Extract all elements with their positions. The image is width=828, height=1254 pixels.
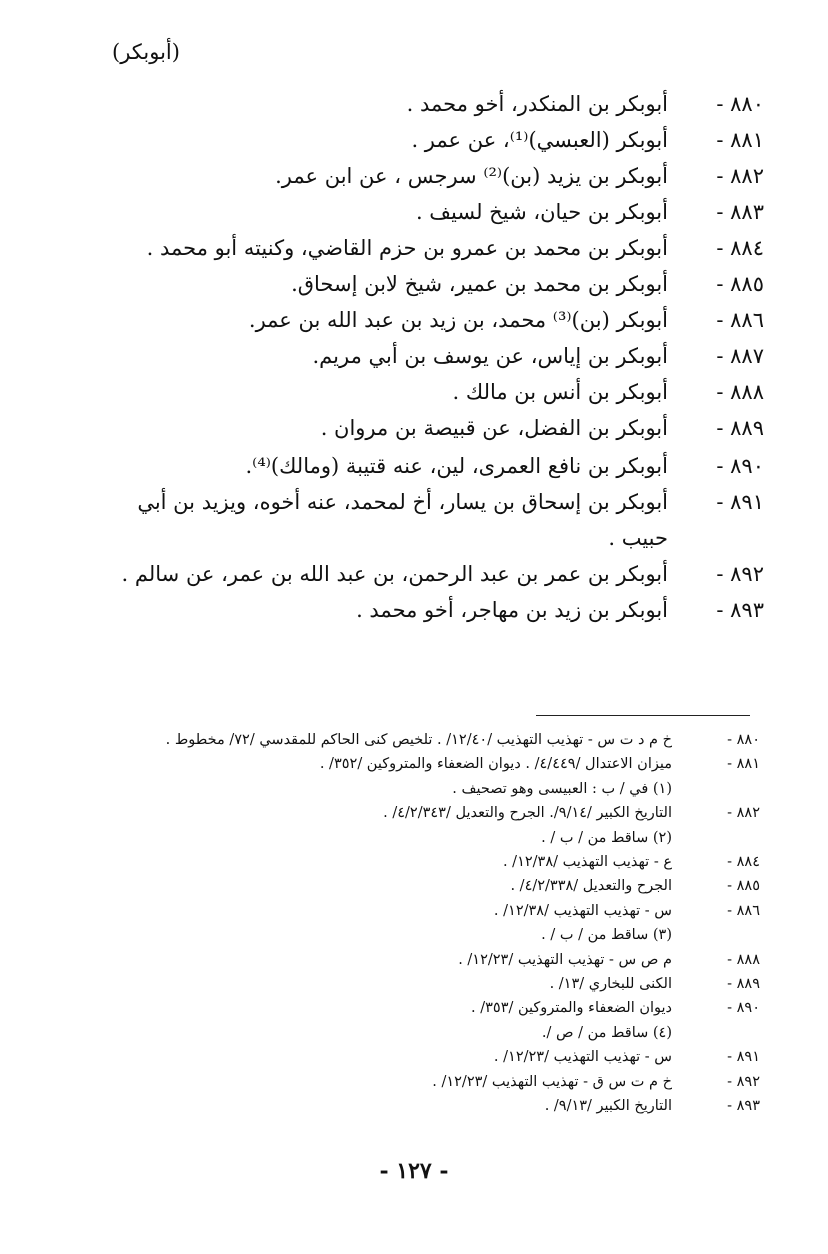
footnote-text: (٢) ساقط من / ب / . xyxy=(541,829,672,846)
entry-text: أبوبكر بن إسحاق بن يسار، أخ لمحمد، عنه أخوه، ويزيد بن أبي حبيب . xyxy=(137,490,668,550)
footnote-number: ٨٩٣ - xyxy=(727,1098,760,1115)
entry-text: أبوبكر بن محمد بن عمرو بن حزم القاضي، وكنيته أبو محمد . xyxy=(146,236,668,260)
entry xyxy=(100,592,764,628)
footnote-number: ٨٨٢ - xyxy=(727,805,760,822)
entry-text: أبوبكر بن نافع العمرى، لين، عنه قتيبة (ومالك)⁽⁴⁾. xyxy=(245,454,668,478)
footnote xyxy=(120,874,760,898)
entry-number: ٨٨٨ - xyxy=(716,380,764,404)
footnote xyxy=(120,1094,760,1118)
entry-number: ٨٨٦ - xyxy=(716,308,764,332)
footnote xyxy=(120,923,760,947)
entry-text: أبوبكر بن إياس، عن يوسف بن أبي مريم. xyxy=(312,344,668,368)
entry xyxy=(100,484,764,556)
footnote xyxy=(120,1021,760,1045)
entry-number: ٨٩٢ - xyxy=(716,562,764,586)
footnote-number: ٨٨٠ - xyxy=(727,732,760,748)
entry-text: أبوبكر بن المنكدر، أخو محمد . xyxy=(406,92,668,116)
footnote-text: الجرح والتعديل /٤/٢/٣٣٨/ . xyxy=(510,878,672,895)
footnote-text: س - تهذيب التهذيب /١٢/٣٨/ . xyxy=(493,902,672,919)
footnote-divider xyxy=(536,715,750,716)
entry-text: أبوبكر بن عمر بن عبد الرحمن، بن عبد الله بن عمر، عن سالم . xyxy=(121,562,668,586)
entry-number: ٨٩١ - xyxy=(716,490,764,514)
entry-text: أبوبكر بن الفضل، عن قبيصة بن مروان . xyxy=(320,416,668,440)
footnote-text: س - تهذيب التهذيب /١٢/٢٣/ . xyxy=(493,1049,672,1066)
footnote-list xyxy=(120,728,760,1119)
footnote xyxy=(120,996,760,1020)
entry xyxy=(100,194,764,230)
running-head: (أبوبكر) xyxy=(112,40,180,64)
footnote-number: ٨٨٨ - xyxy=(727,951,760,968)
footnote xyxy=(120,777,760,801)
entry xyxy=(100,410,764,446)
footnote-text: الكنى للبخاري /١٣/ . xyxy=(549,976,672,993)
footnote-number: ٨٩٢ - xyxy=(727,1073,760,1090)
entry xyxy=(100,266,764,302)
page-number: - ١٢٧ - xyxy=(379,1158,449,1184)
entry-number: ٨٩٣ - xyxy=(716,598,764,622)
footnote-text: ديوان الضعفاء والمتروكين /٣٥٣/ . xyxy=(471,1000,672,1017)
entry-number: ٨٨٧ - xyxy=(716,344,764,368)
entry-number: ٨٨٢ - xyxy=(716,164,764,188)
entry-list xyxy=(100,86,764,628)
entry-text: أبوبكر بن زيد بن مهاجر، أخو محمد . xyxy=(356,598,668,622)
entry xyxy=(100,230,764,266)
footnote-text: (٤) ساقط من / ص /. xyxy=(541,1024,672,1041)
footnote-number: ٨٩١ - xyxy=(727,1049,760,1066)
footnote-number: ٨٩٠ - xyxy=(727,1000,760,1017)
entry xyxy=(100,86,764,122)
entry xyxy=(100,158,764,194)
entry-number: ٨٨٥ - xyxy=(716,272,764,296)
entry xyxy=(100,448,764,484)
footnote xyxy=(120,899,760,923)
footnote-text: ع - تهذيب التهذيب /١٢/٣٨/ . xyxy=(502,854,672,871)
footnote xyxy=(120,948,760,972)
footnote-number: ٨٨١ - xyxy=(727,756,760,773)
entry xyxy=(100,556,764,592)
footnote-number: ٨٨٩ - xyxy=(727,976,760,993)
entry xyxy=(100,302,764,338)
entry-text: أبوبكر بن حيان، شيخ لسيف . xyxy=(415,200,668,224)
footnote xyxy=(120,826,760,850)
footnote xyxy=(120,1070,760,1094)
footnote-text: م ص س - تهذيب التهذيب /١٢/٢٣/ . xyxy=(458,951,672,968)
entry-text: أبوبكر (بن)⁽³⁾ محمد، بن زيد بن عبد الله بن عمر. xyxy=(248,308,668,332)
footnote-text: خ م د ت س - تهذيب التهذيب /١٢/٤٠/ . تلخيص كنى الحاكم للمقدسي /٧٢/ مخطوط . xyxy=(165,732,672,748)
entry-number: ٨٨٤ - xyxy=(716,236,764,260)
entry-text: أبوبكر (العبسي)⁽¹⁾، عن عمر . xyxy=(411,128,668,152)
entry-number: ٨٩٠ - xyxy=(716,454,764,478)
footnote-text: التاريخ الكبير /٩/١٣/ . xyxy=(544,1098,672,1115)
footnote-text: خ م ت س ق - تهذيب التهذيب /١٢/٢٣/ . xyxy=(432,1073,672,1090)
entry-text: أبوبكر بن محمد بن عمير، شيخ لابن إسحاق. xyxy=(291,272,668,296)
entry-text: أبوبكر بن أنس بن مالك . xyxy=(452,380,668,404)
footnote xyxy=(120,728,760,752)
entry-number: ٨٨٩ - xyxy=(716,416,764,440)
footnote xyxy=(120,1045,760,1069)
footnote xyxy=(120,850,760,874)
footnote xyxy=(120,801,760,825)
footnote xyxy=(120,752,760,776)
entry-number: ٨٨٣ - xyxy=(716,200,764,224)
entry xyxy=(100,374,764,410)
footnote-number: ٨٨٤ - xyxy=(727,854,760,871)
footnote-text: (٣) ساقط من / ب / . xyxy=(541,927,672,944)
footnote xyxy=(120,972,760,996)
entry-number: ٨٨٠ - xyxy=(716,92,764,116)
entry-text: أبوبكر بن يزيد (بن)⁽²⁾ سرجس ، عن ابن عمر. xyxy=(275,164,668,188)
footnote-text: ميزان الاعتدال /٤/٤٤٩/ . ديوان الضعفاء والمتروكين /٣٥٢/ . xyxy=(319,756,672,773)
entry xyxy=(100,122,764,158)
entry-number: ٨٨١ - xyxy=(716,128,764,152)
footnote-number: ٨٨٦ - xyxy=(727,902,760,919)
footnote-text: (١) في / ب : العبيسى وهو تصحيف . xyxy=(452,780,672,797)
entry xyxy=(100,338,764,374)
footnote-number: ٨٨٥ - xyxy=(727,878,760,895)
footnote-text: التاريخ الكبير /٩/١٤/. الجرح والتعديل /٤/٢/٣٤٣/ . xyxy=(383,805,672,822)
